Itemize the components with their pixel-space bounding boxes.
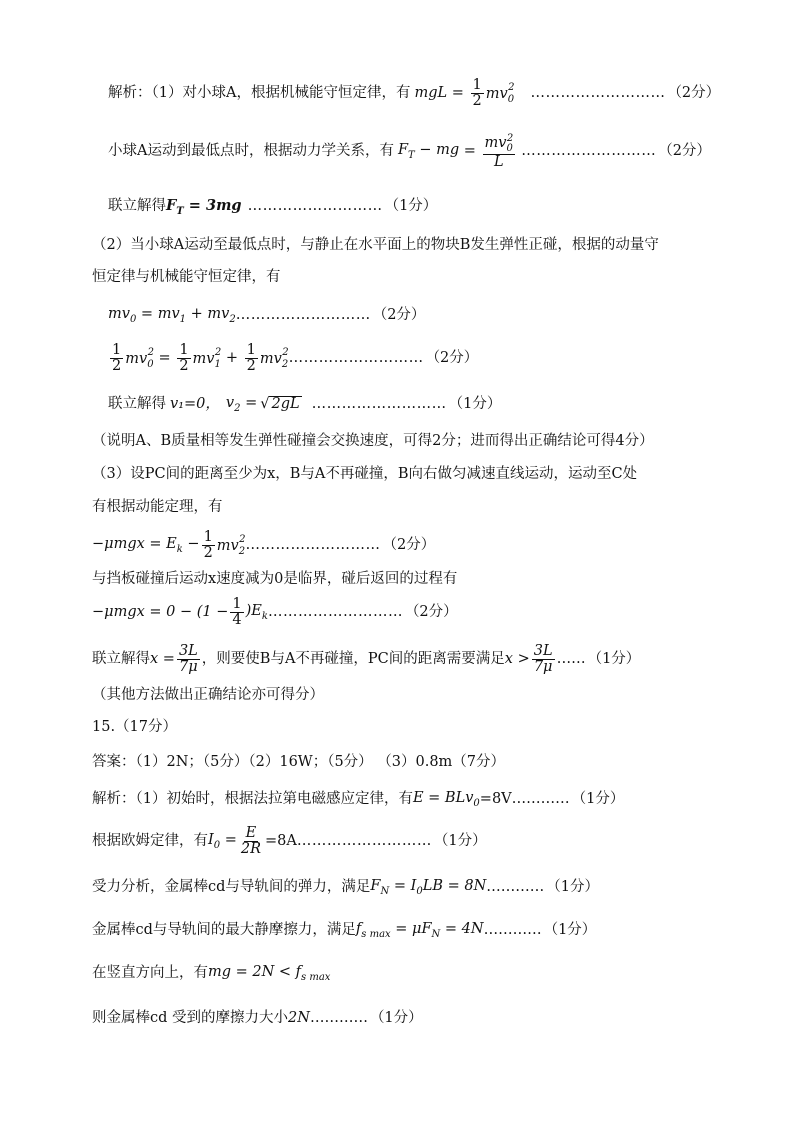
- text: 则金属棒cd 受到的摩擦力大小: [92, 1010, 289, 1026]
- formula: $-\mu mgx = E_k$ −: [92, 535, 200, 555]
- line-vertical: [92, 965, 330, 983]
- question-15-answer: 答案：（1）2N；（5分）（2）16W；（5分） （3）0.8m（7分）: [92, 754, 506, 770]
- score: （1分）: [433, 832, 487, 849]
- formula: mgL: [414, 84, 448, 101]
- score: （2分）: [382, 536, 436, 553]
- score: （1分）: [587, 650, 641, 667]
- score: （1分）: [571, 790, 625, 807]
- line-kinetic-energy: [92, 530, 435, 561]
- text: 受力分析，金属棒cd与导轨间的弹力，满足: [92, 878, 371, 895]
- line-friction-result: 则金属棒cd 受到的摩擦力大小 2N ………… （1分）: [92, 1010, 423, 1026]
- fraction: $\frac{1}{4}$: [232, 596, 242, 629]
- line-force-analysis: 受力分析，金属棒cd与导轨间的弹力，满足 $F_N = I_0LB = 8N$ ………… （1分）: [92, 878, 600, 897]
- formula: $mv_2^2$: [259, 347, 289, 371]
- fraction: 1 2: [472, 77, 482, 110]
- leader-dots: ………………………: [235, 306, 371, 323]
- leader-dots: ………………………: [267, 603, 403, 620]
- text: 金属棒cd与导轨间的最大静摩擦力，满足: [92, 921, 356, 938]
- fraction: 3L 7μ: [533, 643, 553, 676]
- fraction: 1 2: [246, 342, 256, 375]
- formula: −μmgx = 0 − (1 −: [92, 603, 229, 620]
- leader-dots: ………………………: [247, 198, 383, 215]
- question-15-heading: 15.（17分）: [92, 719, 178, 735]
- line-result-x: 联立解得 x = $\frac{3L}{7\mu}$ ，则要使B与A不再碰撞，PC间的距离需要满足 x > 3L 7μ …… （1分）: [92, 643, 641, 676]
- text: ，则要使B与A不再碰撞，PC间的距离需要满足: [201, 650, 505, 667]
- formula: E = BLv$_0$: [412, 790, 480, 809]
- formula: $mv_0^2$: [485, 82, 515, 106]
- line-part3: （3）设PC间的距离至少为x，B与A不再碰撞，B向右做匀减速直线运动，运动至C处: [92, 466, 638, 482]
- fraction: 1 2: [179, 342, 189, 375]
- formula: $mv_0^2$: [125, 347, 154, 371]
- formula: )$E_k$: [245, 602, 268, 622]
- score: （1分）: [546, 878, 600, 895]
- score: （1分）: [448, 395, 502, 412]
- formula: $F_N = I_0LB = 8N$: [370, 878, 487, 897]
- fraction: $\frac{E}{2R}$: [240, 825, 262, 858]
- formula: $F_T = 3mg$: [166, 197, 242, 217]
- leader-dots: ………………………: [530, 84, 666, 101]
- leader-dots: ………………………: [245, 536, 381, 553]
- text: 小球A运动到最低点时，根据动力学关系，有: [108, 143, 394, 160]
- leader-dots: ………………………: [288, 349, 424, 366]
- formula: $F_T$ − mg: [397, 142, 460, 162]
- line-result-v: [108, 396, 501, 414]
- line-max-friction: 金属棒cd与导轨间的最大静摩擦力，满足 $f_{s max} = \mu F_N = 4N$ ………… （1分）: [92, 921, 597, 940]
- text: 联立解得: [92, 650, 150, 667]
- sqrt: √ 2gL: [260, 396, 300, 413]
- fraction: $\frac{1}{2}$: [203, 529, 213, 562]
- score: （2分）: [372, 306, 426, 323]
- line-part2-cont: 恒定律与机械能守恒定律，有: [92, 269, 281, 285]
- fraction: 1 2: [112, 342, 122, 375]
- leader-dots: ………………………: [311, 395, 447, 412]
- score: （1分）: [543, 921, 597, 938]
- line-energy: 1 2 $mv_0^2$ = 1 2 $mv_1^2$ + 1 2 $mv_2^2$ ……………………… （2分）: [112, 342, 479, 375]
- fraction: $\frac{3L}{7\mu}$: [178, 643, 198, 676]
- text: 解析：（1）初始时，根据法拉第电磁感应定律，有: [92, 790, 413, 807]
- line-momentum: [108, 307, 425, 325]
- score: （2分）: [425, 349, 479, 366]
- formula: =8A: [265, 832, 297, 849]
- line-part2: （2）当小球A运动至最低点时，与静止在水平面上的物块B发生弹性正碰，根据的动量守: [92, 237, 659, 253]
- line-other-methods: （其他方法做出正确结论亦可得分）: [92, 687, 324, 703]
- score: （2分）: [667, 84, 721, 101]
- formula: $I_0$ =: [208, 831, 237, 851]
- line-collision: 与挡板碰撞后运动x速度减为0是临界，碰后返回的过程有: [92, 571, 458, 587]
- score: （1分）: [384, 198, 438, 215]
- formula: mg = $2N < f_{s max}$: [208, 964, 331, 983]
- line-dynamics: 小球A运动到最低点时，根据动力学关系，有 $F_T$ − mg = $mv_0^2$ L ……………………… （2分）: [108, 133, 711, 171]
- formula: x =: [150, 650, 175, 667]
- formula: 2N: [288, 1010, 310, 1026]
- text: 联立解得: [108, 395, 166, 412]
- formula: x >: [504, 650, 530, 667]
- line-result-ft: [108, 198, 437, 217]
- formula: $f_{s max} = \mu F_N = 4N$: [355, 921, 484, 940]
- line-part3-cont: 有根据动能定理，有: [92, 499, 223, 515]
- text: 根据欧姆定律，有: [92, 832, 208, 849]
- score: （2分）: [404, 603, 458, 620]
- line-return: [92, 597, 458, 628]
- formula: v₁=0，: [170, 395, 220, 412]
- formula: $mv_1^2$: [192, 347, 222, 371]
- line-mechanical-energy: 解析：（1）对小球A，根据机械能守恒定律，有 mgL = 1 2 $mv_0^2$ ……………………… （2分）: [108, 77, 721, 110]
- formula: =8V: [479, 790, 512, 807]
- line-ohm: [92, 826, 487, 857]
- score: （2分）: [658, 143, 711, 160]
- text: 解析：（1）对小球A，根据机械能守恒定律，有: [108, 84, 411, 101]
- text: 联立解得: [108, 198, 166, 215]
- fraction: $mv_0^2$ L: [484, 133, 514, 171]
- leader-dots: ………………………: [296, 832, 432, 849]
- formula: $mv_2^2$: [216, 534, 246, 558]
- text: 在竖直方向上，有: [92, 964, 208, 981]
- formula: $mv_0 = mv_1 + mv_2$: [108, 306, 236, 325]
- score: （1分）: [369, 1010, 423, 1026]
- line-faraday: 解析：（1）初始时，根据法拉第电磁感应定律，有 E = BLv$_0$ =8V ………… （1分）: [92, 790, 625, 809]
- formula: $v_2$ =: [225, 395, 258, 414]
- leader-dots: ………………………: [521, 143, 657, 160]
- line-note: （说明A、B质量相等发生弹性碰撞会交换速度，可得2分；进而得出正确结论可得4分）: [92, 433, 654, 449]
